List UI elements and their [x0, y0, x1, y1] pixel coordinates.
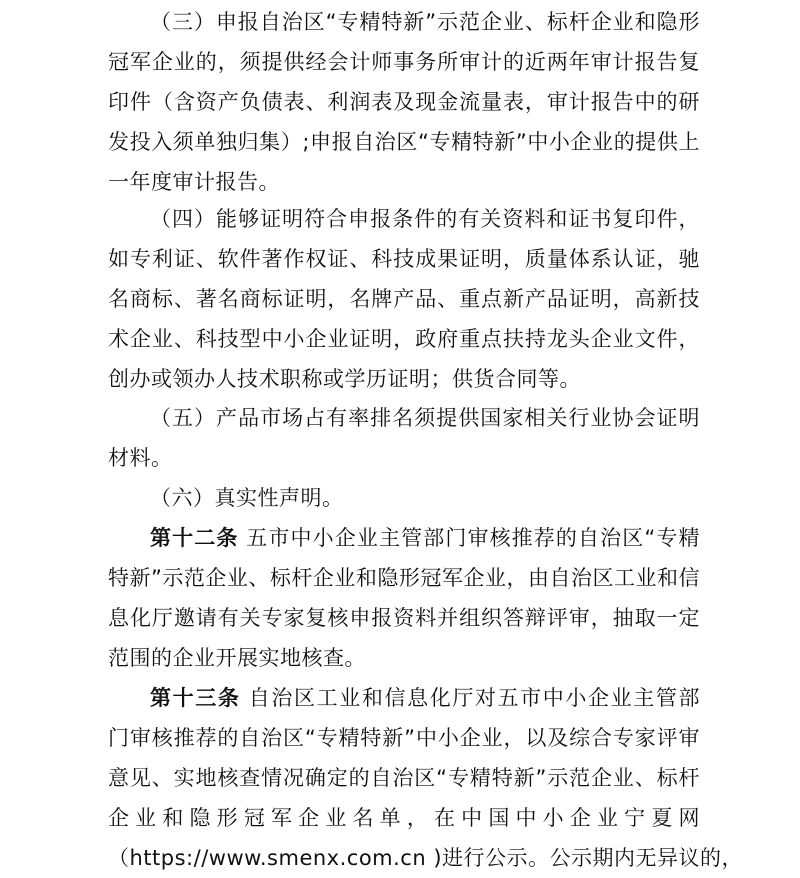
- text-line: 印件（含资产负债表、利润表及现金流量表，审计报告中的研: [108, 90, 700, 114]
- text-line: 发投入须单独归集）;申报自治区“专精特新”中小企业的提供上: [108, 130, 700, 154]
- paragraph-4: [108, 199, 700, 399]
- text-line: 冠军企业的，须提供经会计师事务所审计的近两年审计报告复: [108, 50, 700, 74]
- paragraph-5: [108, 398, 700, 478]
- text-line: [108, 678, 700, 718]
- text-line: 一年度审计报告。: [108, 170, 280, 194]
- text-line: 门审核推荐的自治区“专精特新”中小企业，以及综合专家评审: [108, 726, 700, 750]
- text-line: 创办或领办人技术职称或学历证明；供货合同等。: [108, 367, 581, 391]
- article-number: 第十三条: [150, 686, 241, 710]
- article-text: 自治区工业和信息化厅对五市中小企业主管部: [240, 686, 700, 710]
- text-line: 名商标、著名商标证明，名牌产品、重点新产品证明，高新技: [108, 287, 700, 311]
- text-line: 意见、实地核查情况确定的自治区“专精特新”示范企业、标杆: [108, 766, 700, 790]
- text-line: 术企业、科技型中小企业证明，政府重点扶持龙头企业文件，: [108, 327, 700, 351]
- article-number: 第十二条: [150, 526, 239, 550]
- text-line: （四）能够证明符合申报条件的有关资料和证书复印件，: [150, 207, 700, 231]
- paragraph-6: [108, 478, 700, 518]
- text-line: 如专利证、软件著作权证、科技成果证明，质量体系认证，驰: [108, 247, 700, 271]
- text-line: 材料。: [108, 446, 173, 470]
- text-line: [108, 518, 700, 558]
- text-line: 范围的企业开展实地核查。: [108, 646, 366, 670]
- article-13: [108, 678, 744, 878]
- article-12: [108, 518, 700, 678]
- text-line: 特新”示范企业、标杆企业和隐形冠军企业，由自治区工业和信: [108, 566, 700, 590]
- text-line: 息化厅邀请有关专家复核申报资料并组织答辩评审，抽取一定: [108, 606, 700, 630]
- article-text: 五市中小企业主管部门审核推荐的自治区“专精: [238, 526, 701, 550]
- text-line: （五）产品市场占有率排名须提供国家相关行业协会证明: [150, 406, 700, 430]
- text-line: （三）申报自治区“专精特新”示范企业、标杆企业和隐形: [150, 10, 700, 34]
- text-line: （https://www.smenx.com.cn )进行公示。公示期内无异议的，: [108, 846, 744, 870]
- text-line: 企业和隐形冠军企业名单，在中国中小企业宁夏网: [108, 806, 700, 830]
- paragraph-3: [108, 2, 700, 202]
- text-line: （六）真实性声明。: [150, 486, 344, 510]
